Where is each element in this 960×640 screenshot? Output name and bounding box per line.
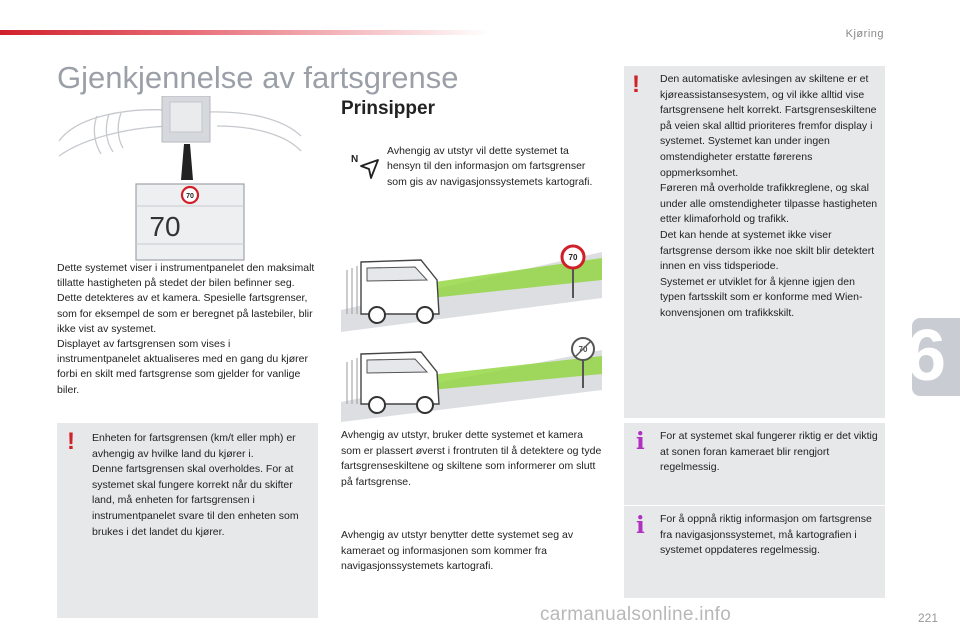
dashboard-illustration xyxy=(57,96,302,264)
warning-paragraph: Enheten for fartsgrensen (km/t eller mph) er avhengig av hvilke land du kjører i. xyxy=(92,432,296,460)
warning-automatic-text xyxy=(660,72,880,322)
camera-text: Avhengig av utstyr, bruker dette systemet et kamera som er plassert øverst i frontruten til å detektere og tyde fartsgrenseskiltene og skiltene som informerer om slutt på fartsgrense. xyxy=(341,429,602,488)
warning-icon: ! xyxy=(632,71,640,98)
info-icon: i xyxy=(636,512,645,539)
intro-paragraph: Displayet av fartsgrensen som vises i instrumentpanelet aktualiseres med en gang du kjører forbi en skilt med fartsgrense som gjelder for vanlige biler. xyxy=(57,338,308,396)
chapter-number: 6 xyxy=(905,316,946,396)
info-cleaning-text: For at systemet skal fungerer riktig er det viktig at sonen foran kameraet blir rengjort regelmessig. xyxy=(660,430,878,474)
van-camera-illustration xyxy=(341,240,602,332)
section-name: Kjøring xyxy=(845,28,884,40)
van-sign-value: 70 xyxy=(578,345,588,354)
camera-beam-icon xyxy=(181,144,193,180)
warning-icon: ! xyxy=(67,428,75,455)
warning-paragraph: Føreren må overholde trafikkreglene, og skal under alle omstendigheter tilpasse hastigheten etter klimaforhold og trafikk. xyxy=(660,182,878,226)
combined-text: Avhengig av utstyr benytter dette systemet seg av kameraet og informasjonen som kommer fra navigasjonssystemets kartografi. xyxy=(341,529,574,573)
north-letter: N xyxy=(351,154,359,165)
header-accent-bar xyxy=(0,30,490,35)
navigation-arrow-icon xyxy=(351,152,381,186)
section-heading: Prinsipper xyxy=(341,98,435,119)
intro-text xyxy=(57,261,315,398)
warning-paragraph: Denne fartsgrensen skal overholdes. For at systemet skal fungere korrekt når du skifter land, må enheten for fartsgrensen i instrumentpanelet svare til den enheten som brukes i det landet du kjører. xyxy=(92,463,299,538)
speed-sign-value: 70 xyxy=(186,193,194,200)
watermark: carmanualsonline.info xyxy=(540,604,732,625)
intro-paragraph: Dette systemet viser i instrumentpanelet den maksimalt tillatte hastigheten på stedet der bilen befinner seg. Dette detekteres av et kamera. Spesielle fartsgrenser, som for eksempel de som er beregnet på lastebiler, blir ikke vist av systemet. xyxy=(57,262,315,335)
van-end-limit-illustration xyxy=(341,332,602,422)
navigation-text: Avhengig av utstyr vil dette systemet ta hensyn til den informasjon om fartsgrenser som gis av navigasjonssystemets kartografi. xyxy=(387,145,593,188)
info-cartography-text: For å oppnå riktig informasjon om fartsgrense fra navigasjonssystemet, må kartografien i systemet oppdateres regelmessig. xyxy=(660,513,872,557)
info-icon: i xyxy=(636,428,645,455)
warning-unit-text xyxy=(92,431,312,540)
van-sign-value: 70 xyxy=(568,253,578,262)
warning-paragraph: Det kan hende at systemet ikke viser fartsgrense dersom ikke noe skilt blir detektert innen en viss tidsperiode. xyxy=(660,228,875,273)
page-number: 221 xyxy=(917,611,938,625)
warning-paragraph: Den automatiske avlesingen av skiltene er et kjøreassistansesystem, og vil ikke alltid vise fartsgrensene helt korrekt. Fartsgrenseskiltene på veien skal alltid prioriteres fremfor display i systemet. Systemet kan under ingen omstendigheter erstatte førerens oppmerksomhet. xyxy=(660,73,877,179)
page-title: Gjenkjennelse av fartsgrense xyxy=(57,60,459,95)
speed-display-value: 70 xyxy=(149,211,181,242)
warning-paragraph: Systemet er utviklet for å kjenne igjen den typen fartsskilt som er konforme med Wien-konvensjonen om trafikkskilt. xyxy=(660,275,863,319)
